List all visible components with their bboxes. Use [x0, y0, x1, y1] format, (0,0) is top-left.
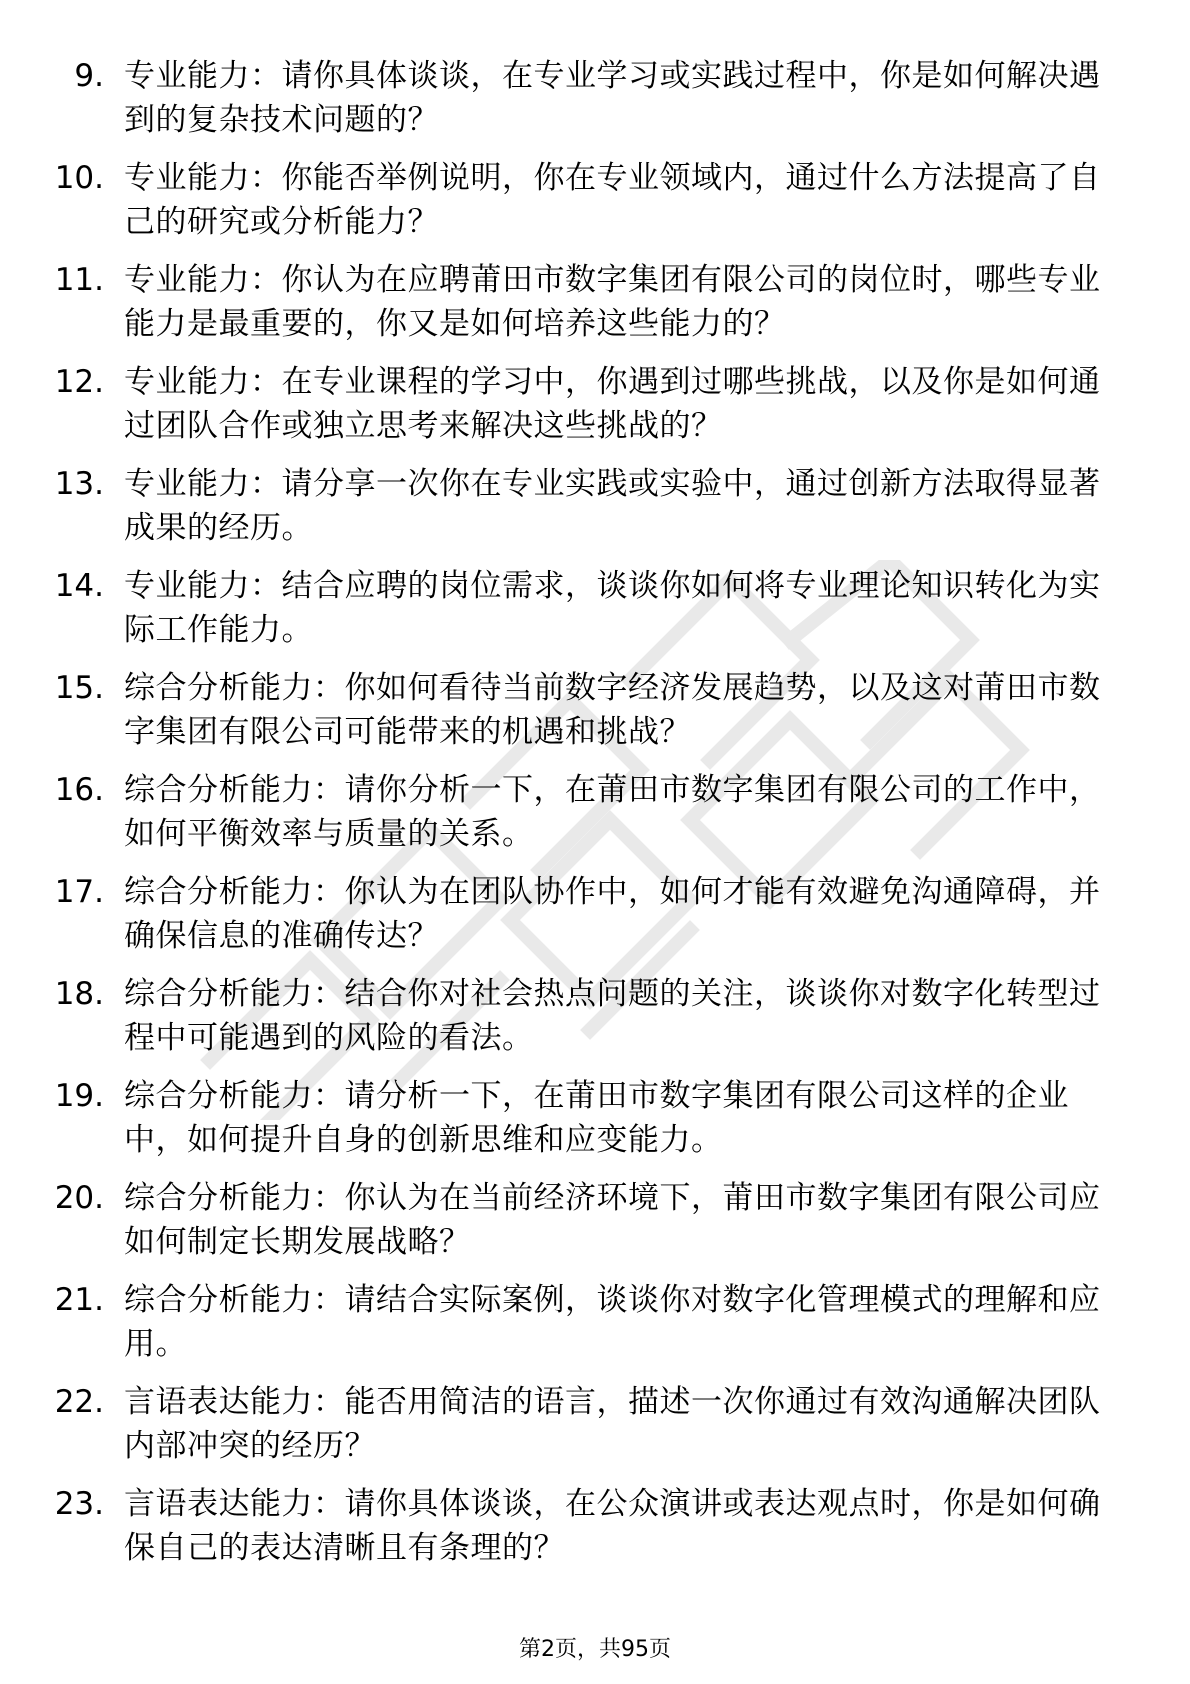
- question-number: 21.: [54, 1282, 104, 1318]
- question-item: [0, 258, 1190, 360]
- question-number: 18.: [54, 976, 104, 1012]
- question-item: [0, 1482, 1190, 1584]
- question-text: 综合分析能力：结合你对社会热点问题的关注，谈谈你对数字化转型过程中可能遇到的风险的看法。: [124, 976, 1101, 1056]
- question-item: [0, 666, 1190, 768]
- question-text: 言语表达能力：能否用简洁的语言，描述一次你通过有效沟通解决团队内部冲突的经历？: [124, 1384, 1101, 1464]
- question-number: 20.: [54, 1180, 104, 1216]
- question-item: [0, 1278, 1190, 1380]
- question-number: 15.: [54, 670, 104, 706]
- question-item: [0, 1380, 1190, 1482]
- page-number-label: 第2页，共95页: [519, 1637, 671, 1662]
- question-text: 专业能力：你能否举例说明，你在专业领域内，通过什么方法提高了自己的研究或分析能力？: [124, 160, 1101, 240]
- question-text: 专业能力：请你具体谈谈，在专业学习或实践过程中，你是如何解决遇到的复杂技术问题的？: [124, 58, 1101, 138]
- question-text: 综合分析能力：请你分析一下，在莆田市数字集团有限公司的工作中，如何平衡效率与质量的关系。: [124, 772, 1101, 852]
- question-number: 19.: [54, 1078, 104, 1114]
- question-number: 22.: [54, 1384, 104, 1420]
- question-item: [0, 1176, 1190, 1278]
- question-number: 11.: [54, 262, 104, 298]
- question-text: 专业能力：在专业课程的学习中，你遇到过哪些挑战，以及你是如何通过团队合作或独立思考来解决这些挑战的？: [124, 364, 1101, 444]
- question-number: 12.: [54, 364, 104, 400]
- question-number: 14.: [54, 568, 104, 604]
- question-text: 综合分析能力：请结合实际案例，谈谈你对数字化管理模式的理解和应用。: [124, 1282, 1101, 1362]
- question-text: 综合分析能力：你认为在当前经济环境下，莆田市数字集团有限公司应如何制定长期发展战略？: [124, 1180, 1101, 1260]
- question-item: [0, 768, 1190, 870]
- question-number: 16.: [54, 772, 104, 808]
- question-item: [0, 1074, 1190, 1176]
- question-text: 综合分析能力：你如何看待当前数字经济发展趋势，以及这对莆田市数字集团有限公司可能带来的机遇和挑战？: [124, 670, 1101, 750]
- question-text: 综合分析能力：你认为在团队协作中，如何才能有效避免沟通障碍，并确保信息的准确传达？: [124, 874, 1101, 954]
- question-number: 13.: [54, 466, 104, 502]
- question-item: [0, 462, 1190, 564]
- question-number: 10.: [54, 160, 104, 196]
- question-text: 专业能力：你认为在应聘莆田市数字集团有限公司的岗位时，哪些专业能力是最重要的，你又是如何培养这些能力的？: [124, 262, 1101, 342]
- question-item: [0, 360, 1190, 462]
- question-number: 17.: [54, 874, 104, 910]
- question-item: [0, 156, 1190, 258]
- question-item: [0, 564, 1190, 666]
- question-text: 言语表达能力：请你具体谈谈，在公众演讲或表达观点时，你是如何确保自己的表达清晰且有条理的？: [124, 1486, 1101, 1566]
- question-list: [0, 54, 1190, 1584]
- question-text: 综合分析能力：请分析一下，在莆田市数字集团有限公司这样的企业中，如何提升自身的创新思维和应变能力。: [124, 1078, 1069, 1158]
- question-item: [0, 972, 1190, 1074]
- question-text: 专业能力：请分享一次你在专业实践或实验中，通过创新方法取得显著成果的经历。: [124, 466, 1101, 546]
- question-text: 专业能力：结合应聘的岗位需求，谈谈你如何将专业理论知识转化为实际工作能力。: [124, 568, 1101, 648]
- question-item: [0, 54, 1190, 156]
- question-number: 9.: [74, 58, 104, 94]
- question-item: [0, 870, 1190, 972]
- question-number: 23.: [54, 1486, 104, 1522]
- page-footer: [0, 1636, 1190, 1664]
